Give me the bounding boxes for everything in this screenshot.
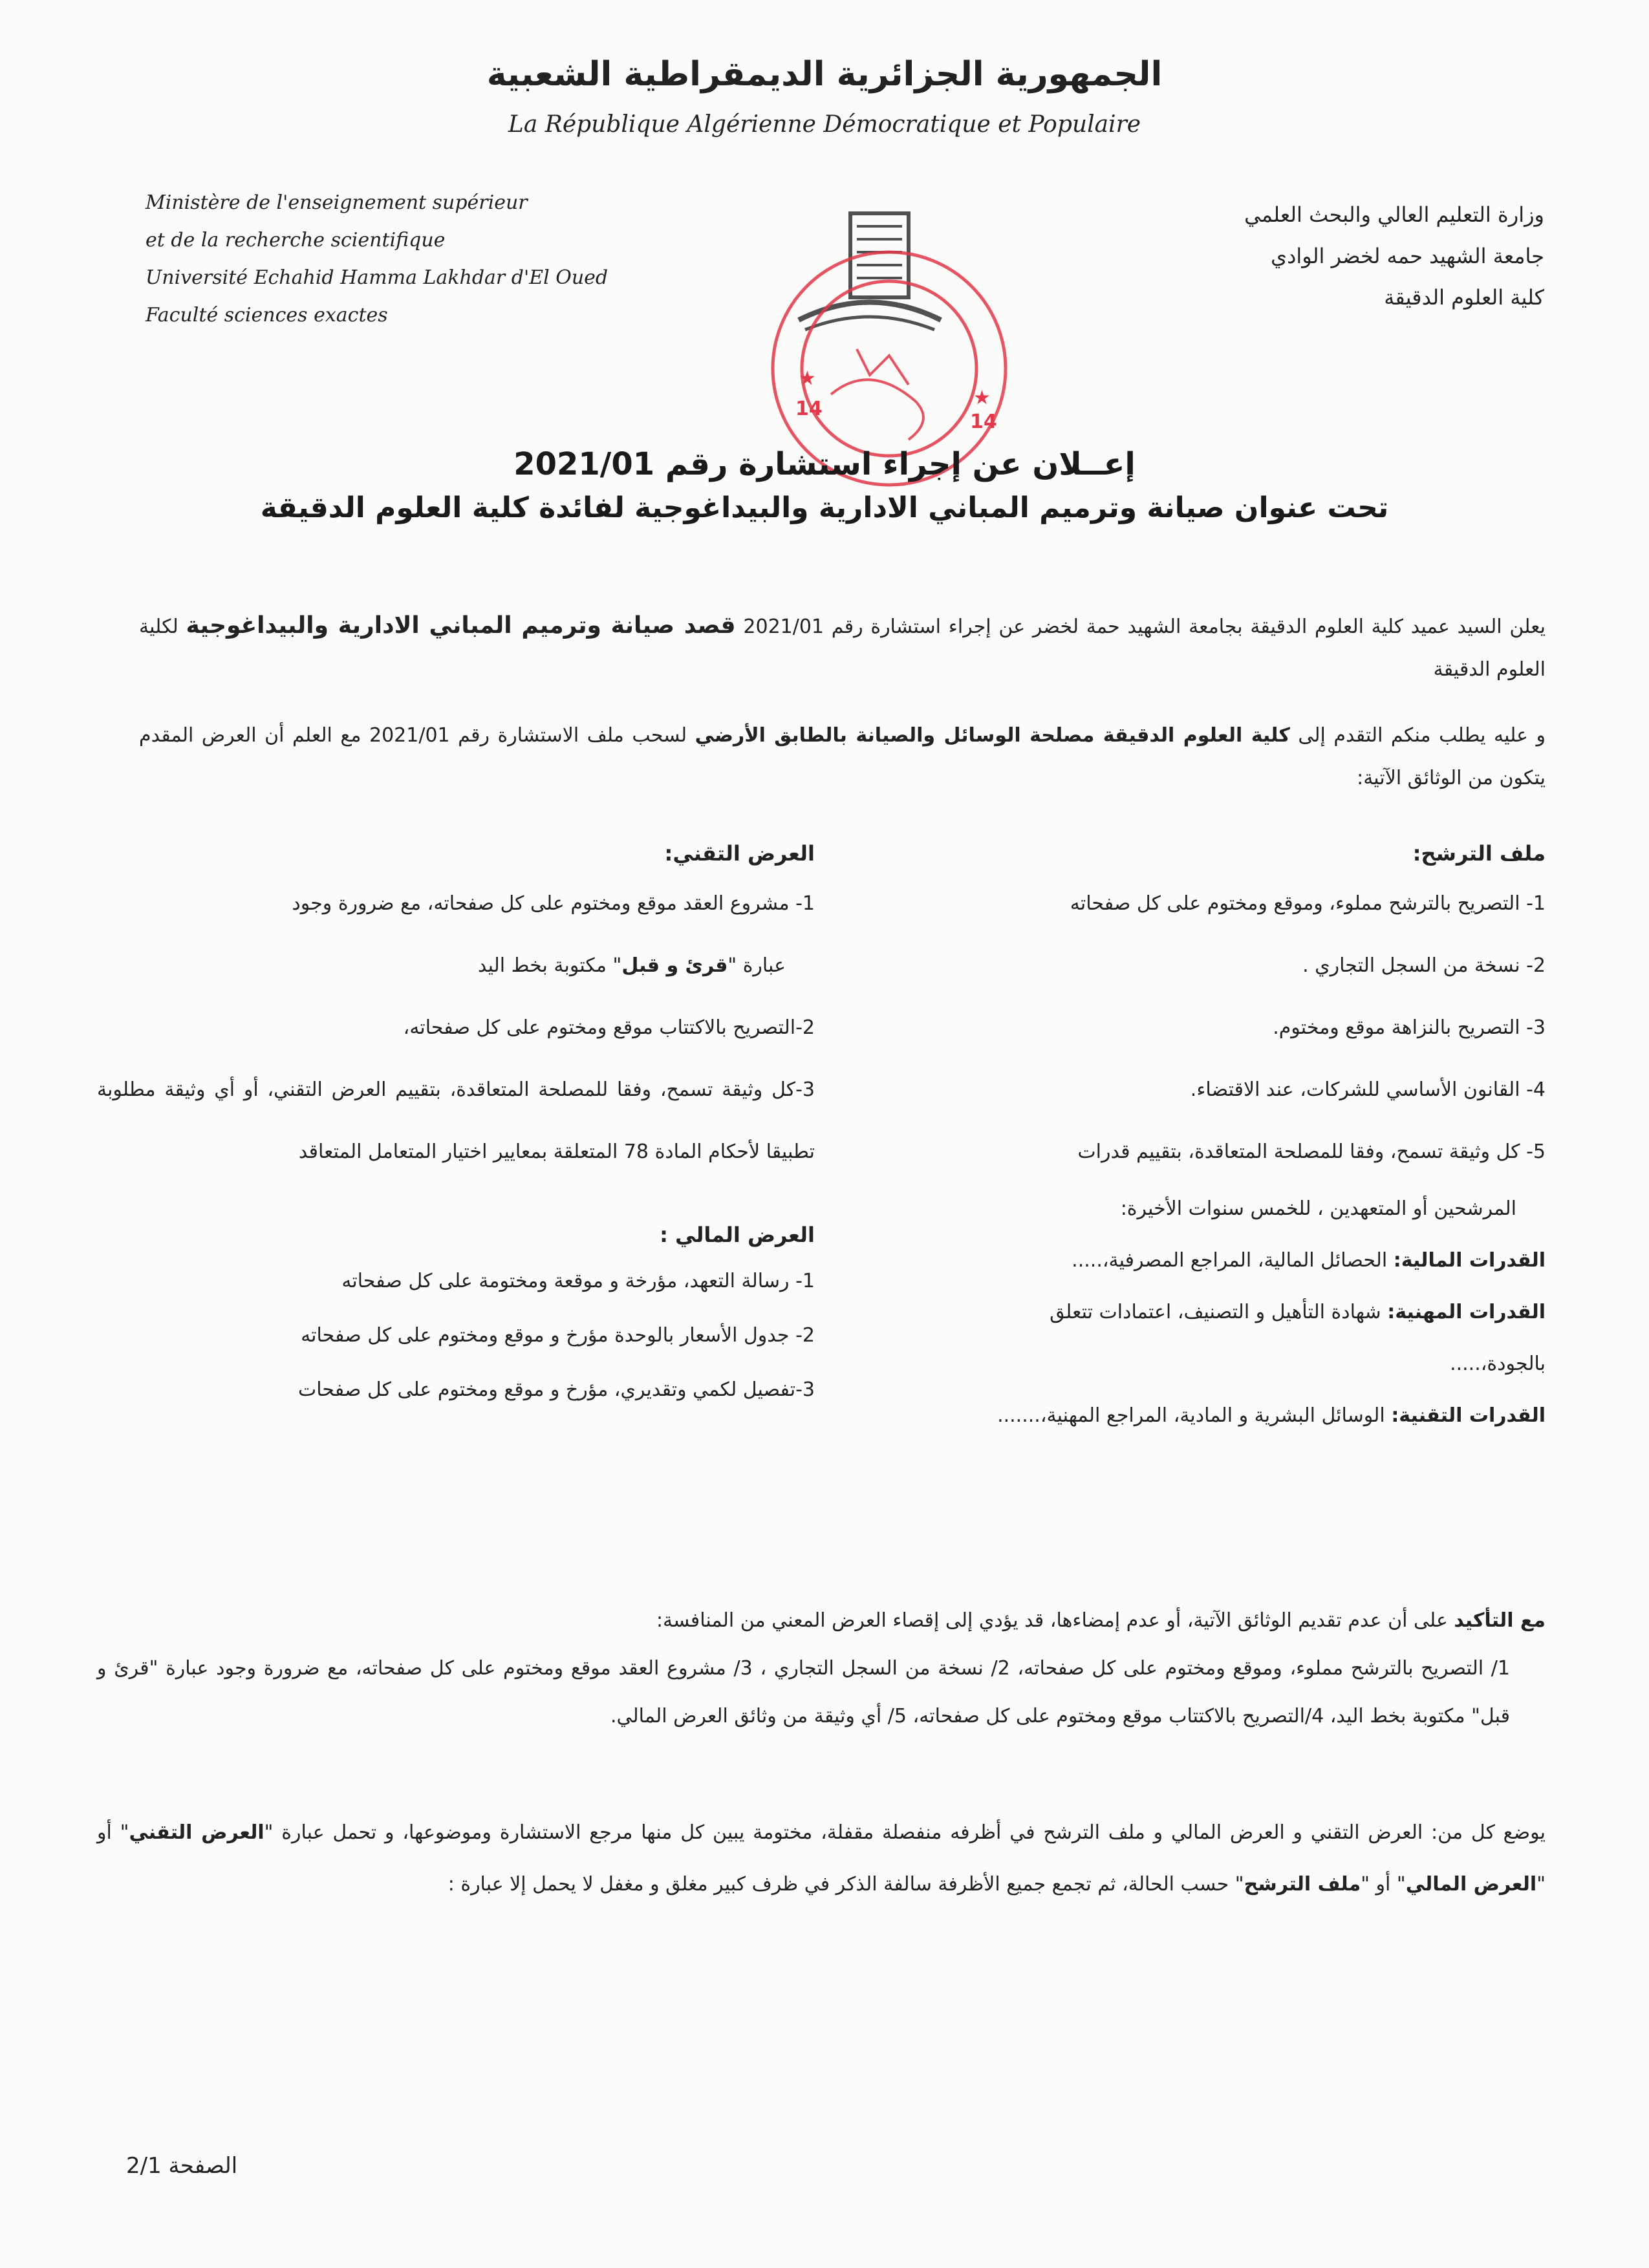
candidature-item-3: 3- التصريح بالنزاهة موقع ومختوم. [1273,1016,1546,1039]
candidature-item-5-cont: المرشحين أو المتعهدين ، للخمس سنوات الأخيرة: [1120,1197,1516,1220]
emphasis-lead: مع التأكيد على أن عدم تقديم الوثائق الآتية، أو عدم إمضاءها، قد يؤدي إلى إقصاء العرض المعني من المنافسة: [656,1609,1546,1632]
technical-capacity: القدرات التقنية: الوسائل البشرية و المادية، المراجع المهنية،....... [997,1404,1546,1427]
professional-capacity: القدرات المهنية: شهادة التأهيل و التصنيف، اعتمادات تتعلق [1050,1301,1546,1323]
page-number: الصفحة 2/1 [126,2153,238,2179]
faculty-line-ar: كلية العلوم الدقيقة [1384,285,1544,310]
financial-item-1: 1- رسالة التعهد، مؤرخة و موقعة ومختومة على كل صفحاته [341,1270,815,1292]
emphasis-paragraph [97,1597,1546,1740]
financial-item-3: 3-تفصيل لكمي وتقديري، مؤرخ و موقع ومختوم على كل صفحات [297,1378,815,1401]
republic-title-arabic: الجمهورية الجزائرية الديمقراطية الشعبية [486,55,1163,94]
candidature-item-1: 1- التصريح بالترشح مملوء، وموقع ومختوم على كل صفحاته [1070,892,1546,915]
candidature-item-2: 2- نسخة من السجل التجاري . [1302,954,1546,977]
university-line: Université Echahid Hamma Lakhdar d'El Oued [146,266,609,289]
intro-paragraph-2: و عليه يطلب منكم التقدم إلى كلية العلوم الدقيقة مصلحة الوسائل والصيانة بالطابق الأرضي لسحب ملف الاستشارة رقم 2021/01 مع العلم أن العرض المقدم يتكون من الوثائق الآتية: [139,724,1546,789]
technical-item-1: 1- مشروع العقد موقع ومختوم على كل صفحاته، مع ضرورة وجود [292,892,815,915]
professional-capacity-cont: بالجودة،..... [1450,1353,1546,1375]
stamp-number-left: 14 [795,398,823,420]
stamp-number-right: 14 [970,411,997,433]
ministry-line-2: et de la recherche scientifique [146,229,446,251]
emphasis-list: 1/ التصريح بالترشح مملوء، وموقع ومختوم على كل صفحاته، 2/ نسخة من السجل التجاري ، 3/ مشروع العقد موقع ومختوم على كل صفحاته، مع ضرورة وجود عبارة "قرئ و قبل" مكتوبة بخط اليد، 4/التصريح بالاكتتاب موقع ومختوم على كل صفحاته، 5/ أي وثيقة من وثائق العرض المالي. [97,1657,1510,1728]
announcement-title: إعــلان عن إجراء استشارة رقم 2021/01 [513,446,1136,482]
intro-paragraph-1: يعلن السيد عميد كلية العلوم الدقيقة بجامعة الشهيد حمة لخضر عن إجراء استشارة رقم 2021/01 قصد صيانة وترميم المباني الادارية والبيداغوجية لكلية العلوم الدقيقة [139,612,1546,681]
financial-item-2: 2- جدول الأسعار بالوحدة مؤرخ و موقع ومختوم على كل صفحاته [301,1324,815,1347]
university-logo [799,213,941,330]
university-line-ar: جامعة الشهيد حمه لخضر الوادي [1271,244,1544,268]
ministry-line-ar: وزارة التعليم العالي والبحث العلمي [1244,202,1544,227]
stamp-star-icon-2: ★ [973,387,991,409]
stamp-star-icon: ★ [799,367,816,390]
candidature-item-5: 5- كل وثيقة تسمح، وفقا للمصلحة المتعاقدة، بتقييم قدرات [1077,1140,1546,1163]
technical-item-3: 3-كل وثيقة تسمح، وفقا للمصلحة المتعاقدة، بتقييم العرض التقني، أو أي وثيقة مطلوبة تطبيقا لأحكام المادة 78 المتعلقة بمعايير اختيار المتعامل المتعاقد [97,1078,815,1163]
republic-title-french: La République Algérienne Démocratique et Populaire [508,111,1141,138]
header-right-arabic [1092,194,1544,318]
technical-item-1-cont: عبارة "قرئ و قبل" مكتوبة بخط اليد [477,954,786,977]
candidature-item-4: 4- القانون الأساسي للشركات، عند الاقتضاء. [1190,1078,1546,1101]
technical-item-2: 2-التصريح بالاكتتاب موقع ومختوم على كل صفحاته، [403,1016,815,1039]
announcement-subtitle: تحت عنوان صيانة وترميم المباني الادارية والبيداغوجية لفائدة كلية العلوم الدقيقة [260,491,1389,524]
technical-offer-heading: العرض التقني: [664,841,815,866]
financial-offer-heading: العرض المالي : [660,1223,815,1247]
offers-section [97,834,815,1417]
candidature-heading: ملف الترشح: [1412,841,1546,866]
header-left-french [146,184,727,334]
envelope-paragraph: يوضع كل من: العرض التقني و العرض المالي و ملف الترشح في أظرفه منفصلة مقفلة، مختومة يبين كل منها مرجع الاستشارة وموضوعها، و تحمل عبارة "العرض التقني" أو "العرض المالي" أو "ملف الترشح" حسب الحالة، ثم تجمع جميع الأظرفة سالفة الذكر في ظرف كبير مغلق و مغفل لا يحمل إلا عبارة : [97,1821,1546,1896]
faculty-line: Faculté sciences exactes [146,304,388,326]
financial-capacity: القدرات المالية: الحصائل المالية، المراجع المصرفية،..... [1072,1249,1546,1272]
candidature-section [899,834,1546,1442]
ministry-line-1: Ministère de l'enseignement supérieur [146,191,528,214]
